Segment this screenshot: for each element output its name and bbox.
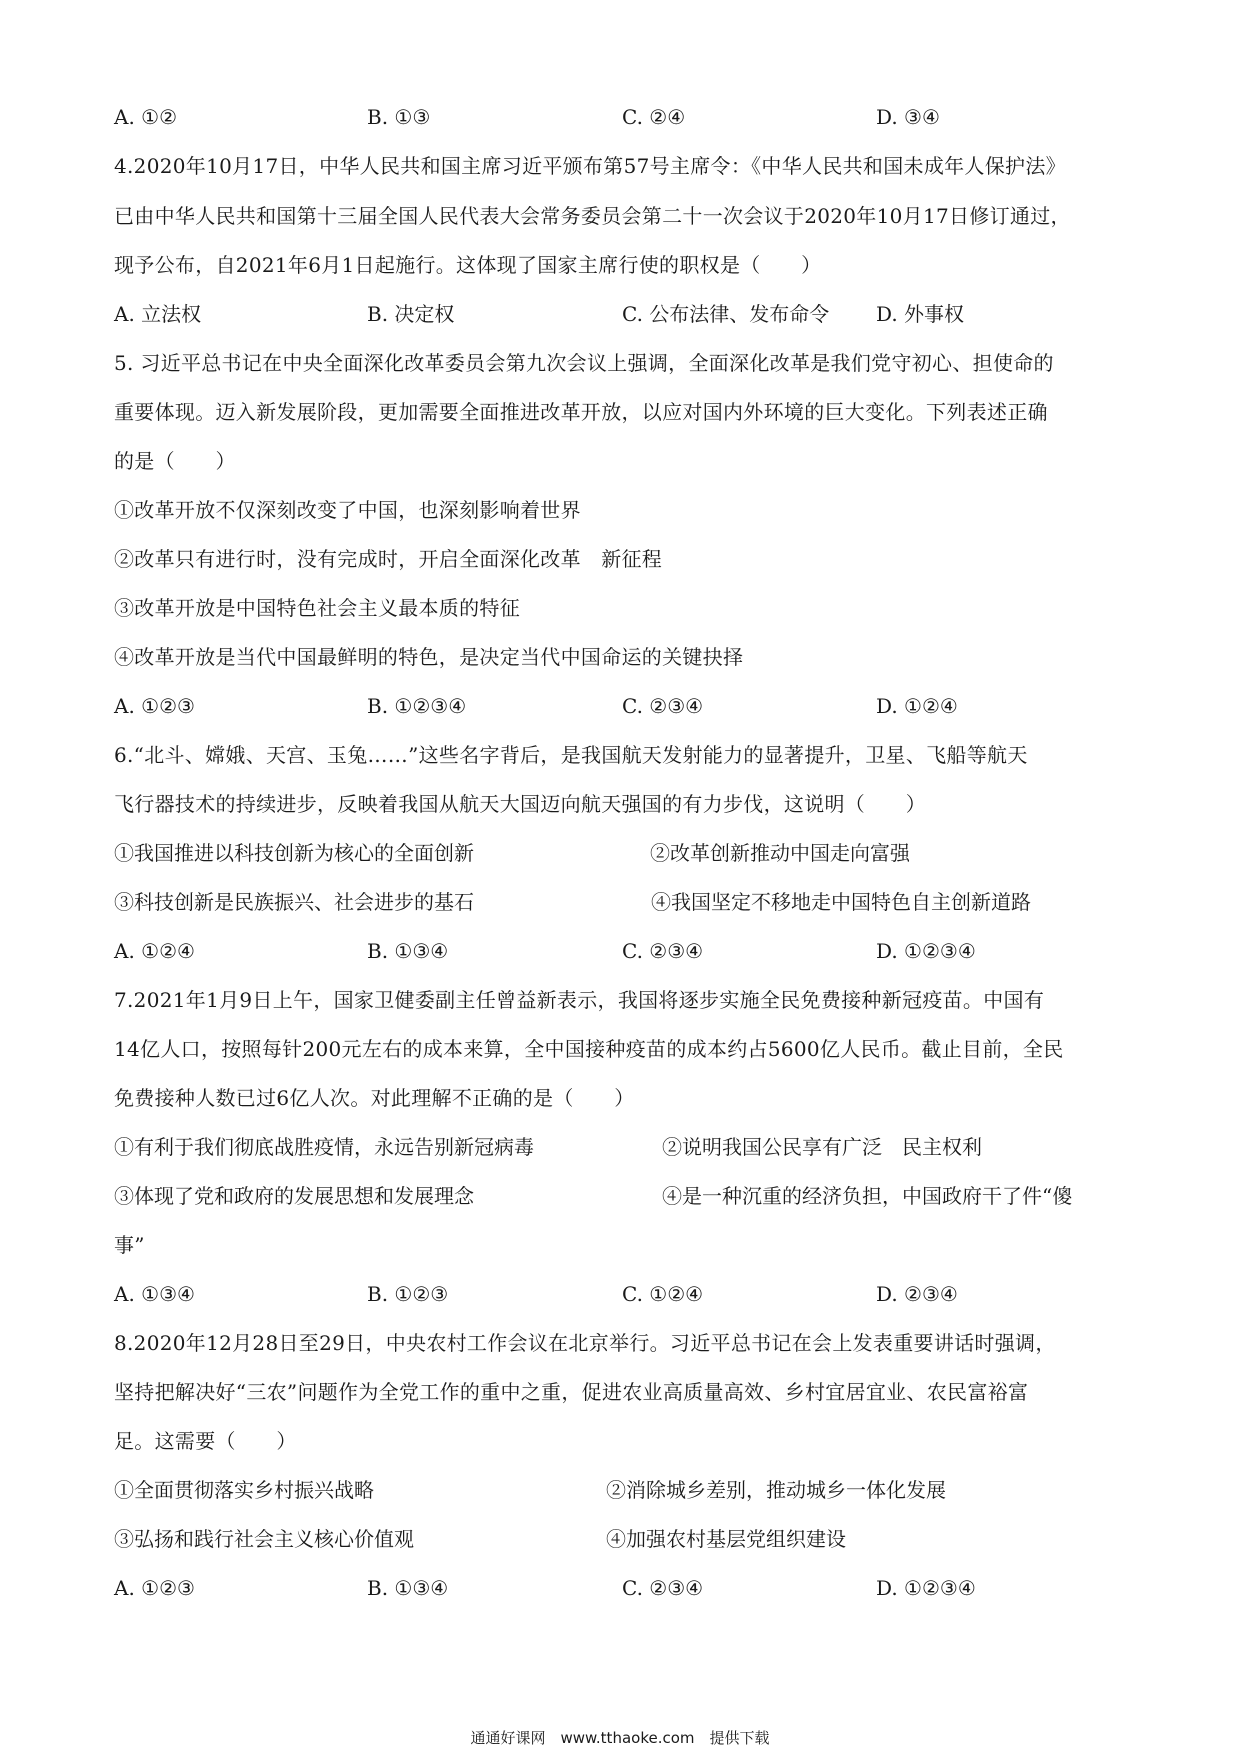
q6-items-row-1 xyxy=(114,840,1134,866)
q7-option-a: A. ①③④ xyxy=(114,1282,195,1306)
q3-options xyxy=(114,104,1134,130)
q8-option-b: B. ①③④ xyxy=(367,1576,449,1600)
q7-items-row-1 xyxy=(114,1134,1134,1160)
q8-option-a: A. ①②③ xyxy=(114,1576,195,1600)
q6-item-3: ③科技创新是民族振兴、社会进步的基石 xyxy=(114,890,474,914)
q8-option-d: D. ①②③④ xyxy=(876,1576,976,1600)
q7-items-row-2 xyxy=(114,1183,1134,1209)
q5-option-b: B. ①②③④ xyxy=(367,694,467,718)
q7-item-4-continued: 事” xyxy=(114,1233,145,1257)
q8-items-row-2 xyxy=(114,1526,1134,1552)
q8-item-1: ①全面贯彻落实乡村振兴战略 xyxy=(114,1478,374,1502)
q6-option-a: A. ①②④ xyxy=(114,939,195,963)
q7-item-1: ①有利于我们彻底战胜疫情，永远告别新冠病毒 xyxy=(114,1135,534,1159)
q4-stem-line-3: 现予公布，自2021年6月1日起施行。这体现了国家主席行使的职权是（ ） xyxy=(114,253,822,277)
q3-option-c: C. ②④ xyxy=(622,105,686,129)
q5-item-1: ①改革开放不仅深刻改变了中国，也深刻影响着世界 xyxy=(114,498,581,522)
q7-options xyxy=(114,1281,1134,1307)
q5-item-3: ③改革开放是中国特色社会主义最本质的特征 xyxy=(114,596,520,620)
q4-stem-line-1: 4.2020年10月17日，中华人民共和国主席习近平颁布第57号主席令：《中华人民共和国未成年人保护法》 xyxy=(114,154,1066,178)
q5-stem-line-3: 的是（ ） xyxy=(114,449,236,473)
page-footer: 通通好课网 www.tthaoke.com 提供下载 xyxy=(470,1729,770,1747)
q3-option-d: D. ③④ xyxy=(876,105,940,129)
q8-item-3: ③弘扬和践行社会主义核心价值观 xyxy=(114,1527,414,1551)
q5-stem-line-2: 重要体现。迈入新发展阶段，更加需要全面推进改革开放，以应对国内外环境的巨大变化。下列表述正确 xyxy=(114,400,1048,424)
q4-option-c: C. 公布法律、发布命令 xyxy=(622,302,830,326)
q8-option-c: C. ②③④ xyxy=(622,1576,704,1600)
q8-options xyxy=(114,1575,1134,1601)
q5-options xyxy=(114,693,1134,719)
q7-stem-line-1: 7.2021年1月9日上午，国家卫健委副主任曾益新表示，我国将逐步实施全民免费接种新冠疫苗。中国有 xyxy=(114,988,1045,1012)
q7-option-d: D. ②③④ xyxy=(876,1282,958,1306)
q6-option-d: D. ①②③④ xyxy=(876,939,976,963)
q6-option-c: C. ②③④ xyxy=(622,939,704,963)
q4-options xyxy=(114,301,1134,327)
q7-stem-line-3: 免费接种人数已过6亿人次。对此理解不正确的是（ ） xyxy=(114,1086,635,1110)
q8-item-4: ④加强农村基层党组织建设 xyxy=(606,1527,846,1551)
q4-option-d: D. 外事权 xyxy=(876,302,965,326)
q8-items-row-1 xyxy=(114,1477,1134,1503)
q7-item-2: ②说明我国公民享有广泛 民主权利 xyxy=(662,1135,982,1159)
q7-item-3: ③体现了党和政府的发展思想和发展理念 xyxy=(114,1184,474,1208)
q7-option-c: C. ①②④ xyxy=(622,1282,704,1306)
q5-item-2: ②改革只有进行时，没有完成时，开启全面深化改革 新征程 xyxy=(114,547,663,571)
q8-stem-line-1: 8.2020年12月28日至29日，中央农村工作会议在北京举行。习近平总书记在会上发表重要讲话时强调， xyxy=(114,1331,1056,1355)
q5-option-a: A. ①②③ xyxy=(114,694,195,718)
q6-item-1: ①我国推进以科技创新为核心的全面创新 xyxy=(114,841,474,865)
q8-stem-line-3: 足。这需要（ ） xyxy=(114,1429,297,1453)
q7-item-4: ④是一种沉重的经济负担，中国政府干了件“傻 xyxy=(662,1184,1073,1208)
q5-item-4: ④改革开放是当代中国最鲜明的特色，是决定当代中国命运的关键抉择 xyxy=(114,645,744,669)
q6-items-row-2 xyxy=(114,889,1134,915)
q3-option-b: B. ①③ xyxy=(367,105,431,129)
q6-options xyxy=(114,938,1134,964)
q6-stem-line-2: 飞行器技术的持续进步，反映着我国从航天大国迈向航天强国的有力步伐，这说明（ ） xyxy=(114,792,926,816)
q5-stem-line-1: 5. 习近平总书记在中央全面深化改革委员会第九次会议上强调，全面深化改革是我们党守初心、担使命的 xyxy=(114,351,1054,375)
q6-stem-line-1: 6.“北斗、嫦娥、天宫、玉兔……”这些名字背后，是我国航天发射能力的显著提升，卫星、飞船等航天 xyxy=(114,743,1028,767)
q4-stem-line-2: 已由中华人民共和国第十三届全国人民代表大会常务委员会第二十一次会议于2020年10月17日修订通过， xyxy=(114,204,1071,228)
q7-stem-line-2: 14亿人口，按照每针200元左右的成本来算，全中国接种疫苗的成本约占5600亿人民币。截止目前，全民 xyxy=(114,1037,1064,1061)
q6-option-b: B. ①③④ xyxy=(367,939,449,963)
q8-stem-line-2: 坚持把解决好“三农”问题作为全党工作的重中之重，促进农业高质量高效、乡村宜居宜业、农民富裕富 xyxy=(114,1380,1029,1404)
q7-option-b: B. ①②③ xyxy=(367,1282,449,1306)
q6-item-4: ④我国坚定不移地走中国特色自主创新道路 xyxy=(651,890,1031,914)
q6-item-2: ②改革创新推动中国走向富强 xyxy=(650,841,910,865)
q8-item-2: ②消除城乡差别，推动城乡一体化发展 xyxy=(606,1478,946,1502)
q5-option-c: C. ②③④ xyxy=(622,694,704,718)
q3-option-a: A. ①② xyxy=(114,105,178,129)
q4-option-b: B. 决定权 xyxy=(367,302,455,326)
q5-option-d: D. ①②④ xyxy=(876,694,958,718)
q4-option-a: A. 立法权 xyxy=(114,302,202,326)
